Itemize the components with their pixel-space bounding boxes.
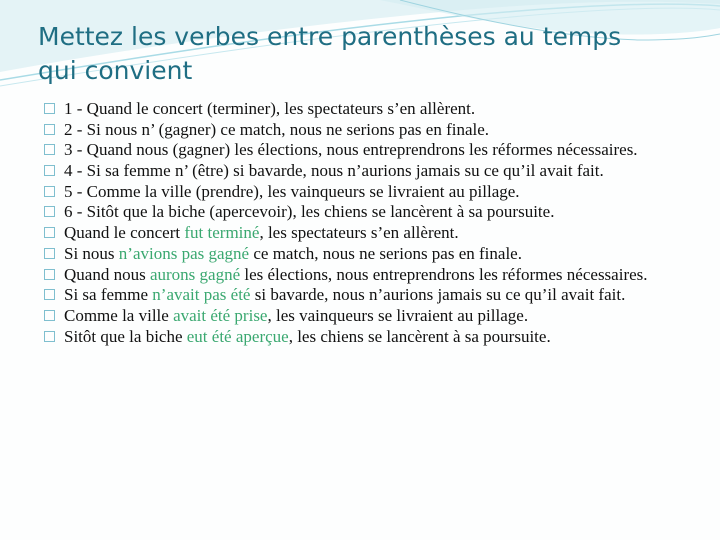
- checkbox-bullet-icon: [44, 144, 55, 155]
- checkbox-bullet-icon: [44, 310, 55, 321]
- exercise-text: 5 - Comme la ville (prendre), les vainqueurs se livraient au pillage.: [64, 181, 520, 201]
- exercise-item-4: [44, 162, 694, 181]
- checkbox-bullet-icon: [44, 248, 55, 259]
- answer-text-after: ce match, nous ne serions pas en finale.: [249, 243, 522, 263]
- answer-text-before: Sitôt que la biche: [64, 326, 187, 346]
- answer-item-3: [44, 266, 694, 285]
- checkbox-bullet-icon: [44, 165, 55, 176]
- answer-verb: aurons gagné: [149, 264, 241, 284]
- answer-verb: n’avait pas été: [152, 285, 251, 305]
- answer-item-6: [44, 328, 694, 347]
- exercise-text: 6 - Sitôt que la biche (apercevoir), les chiens se lancèrent à sa poursuite.: [64, 202, 555, 222]
- checkbox-bullet-icon: [44, 186, 55, 197]
- answer-text-before: Si nous: [64, 243, 119, 263]
- exercise-item-6: [44, 203, 694, 222]
- checkbox-bullet-icon: [44, 227, 55, 238]
- checkbox-bullet-icon: [44, 124, 55, 135]
- answer-text-after: , les chiens se lancèrent à sa poursuite.: [288, 326, 551, 346]
- answer-item-5: [44, 307, 694, 326]
- exercise-text: 3 - Quand nous (gagner) les élections, nous entreprendrons les réformes nécessaires.: [64, 140, 638, 160]
- answer-item-4: [44, 286, 694, 305]
- slide-title: Mettez les verbes entre parenthèses au temps qui convient: [38, 22, 622, 85]
- answer-verb: avait été prise: [173, 305, 268, 325]
- checkbox-bullet-icon: [44, 206, 55, 217]
- answer-text-after: , les vainqueurs se livraient au pillage.: [267, 305, 529, 325]
- answer-text-after: si bavarde, nous n’aurions jamais su ce qu’il avait fait.: [250, 285, 626, 305]
- exercise-item-2: [44, 121, 694, 140]
- answer-text-before: Quand le concert: [64, 223, 185, 243]
- answer-verb: eut été aperçue: [186, 326, 289, 346]
- answer-text-before: Comme la ville: [64, 305, 174, 325]
- exercise-text: 1 - Quand le concert (terminer), les spectateurs s’en allèrent.: [64, 99, 476, 118]
- answer-verb: fut terminé: [184, 223, 260, 243]
- answer-item-2: [44, 245, 694, 264]
- answer-item-1: [44, 224, 694, 243]
- exercise-item-3: [44, 141, 694, 160]
- checkbox-bullet-icon: [44, 289, 55, 300]
- checkbox-bullet-icon: [44, 103, 55, 114]
- answer-verb: n’avions pas gagné: [118, 243, 250, 263]
- exercise-text: 4 - Si sa femme n’ (être) si bavarde, nous n’aurions jamais su ce qu’il avait fait.: [64, 161, 604, 181]
- exercise-item-5: [44, 183, 694, 202]
- exercise-text: 2 - Si nous n’ (gagner) ce match, nous ne serions pas en finale.: [64, 119, 490, 139]
- answer-text-after: , les spectateurs s’en allèrent.: [259, 223, 459, 243]
- exercise-item-1: [44, 100, 694, 119]
- answer-text-before: Si sa femme: [64, 285, 153, 305]
- answer-text-after: les élections, nous entreprendrons les réformes nécessaires.: [240, 264, 648, 284]
- checkbox-bullet-icon: [44, 269, 55, 280]
- exercise-list: [44, 100, 694, 348]
- checkbox-bullet-icon: [44, 331, 55, 342]
- answer-text-before: Quand nous: [64, 264, 150, 284]
